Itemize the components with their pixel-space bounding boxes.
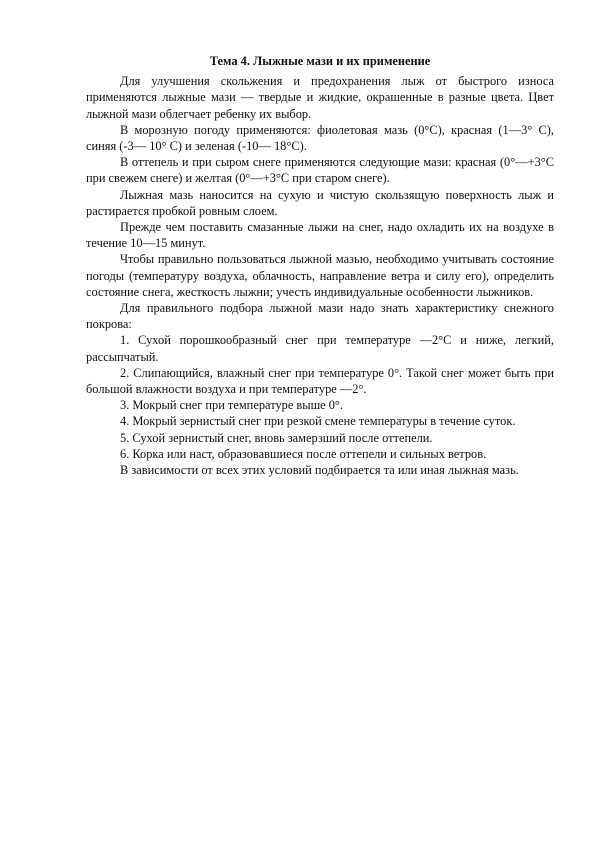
- list-item-snow-5: 5. Сухой зернистый снег, вновь замерзший после оттепели.: [120, 430, 433, 445]
- paragraph-thaw-waxes: В оттепель и при сыром снеге применяются следующие мази: красная (0°—+3°С при свежем снеге) и желтая (0°—+3°С при старом снеге).: [86, 155, 554, 186]
- list-item-snow-4: 4. Мокрый зернистый снег при резкой смене температуры в течение суток.: [120, 414, 516, 429]
- paragraph-intro: Для улучшения скольжения и предохранения лыж от быстрого износа применяются лыжные мази — твердые и жидкие, окрашенные в разные цвета. Цвет лыжной мази облегчает ребенку их выбор.: [86, 74, 554, 121]
- paragraph-frost-waxes: В морозную погоду применяются: фиолетовая мазь (0°С), красная (1—3° С), синяя (-3— 10° С) и зеленая (-10— 18°С).: [86, 122, 554, 154]
- paragraph-conclusion: В зависимости от всех этих условий подбирается та или иная лыжная мазь.: [120, 463, 519, 478]
- list-item-snow-1: 1. Сухой порошкообразный снег при температуре —2°С и ниже, легкий, рассыпчатый.: [86, 333, 554, 364]
- document-title: Тема 4. Лыжные мази и их применение: [209, 54, 431, 68]
- paragraph-snow-intro: Для правильного подбора лыжной мази надо знать характеристику снежного покрова:: [86, 301, 554, 332]
- paragraph-weather: Чтобы правильно пользоваться лыжной мазью, необходимо учитывать состояние погоды (температуру воздуха, облачность, направление ветра и силу его), определить состояние снега, жесткость лыжни; учесть индивидуальные особенности лыжников.: [86, 252, 554, 299]
- document-body: [86, 53, 554, 478]
- list-item-snow-2: 2. Слипающийся, влажный снег при температуре 0°. Такой снег может быть при большой влажности воздуха и при температуре —2°.: [86, 365, 554, 397]
- list-item-snow-6: 6. Корка или наст, образовавшиеся после оттепели и сильных ветров.: [120, 446, 487, 461]
- list-item-snow-3: 3. Мокрый снег при температуре выше 0°.: [120, 398, 343, 413]
- paragraph-application: Лыжная мазь наносится на сухую и чистую скользящую поверхность лыж и растирается пробкой ровным слоем.: [86, 187, 554, 218]
- paragraph-cooling: Прежде чем поставить смазанные лыжи на снег, надо охладить их на воздухе в течение 10—15 минут.: [86, 220, 554, 251]
